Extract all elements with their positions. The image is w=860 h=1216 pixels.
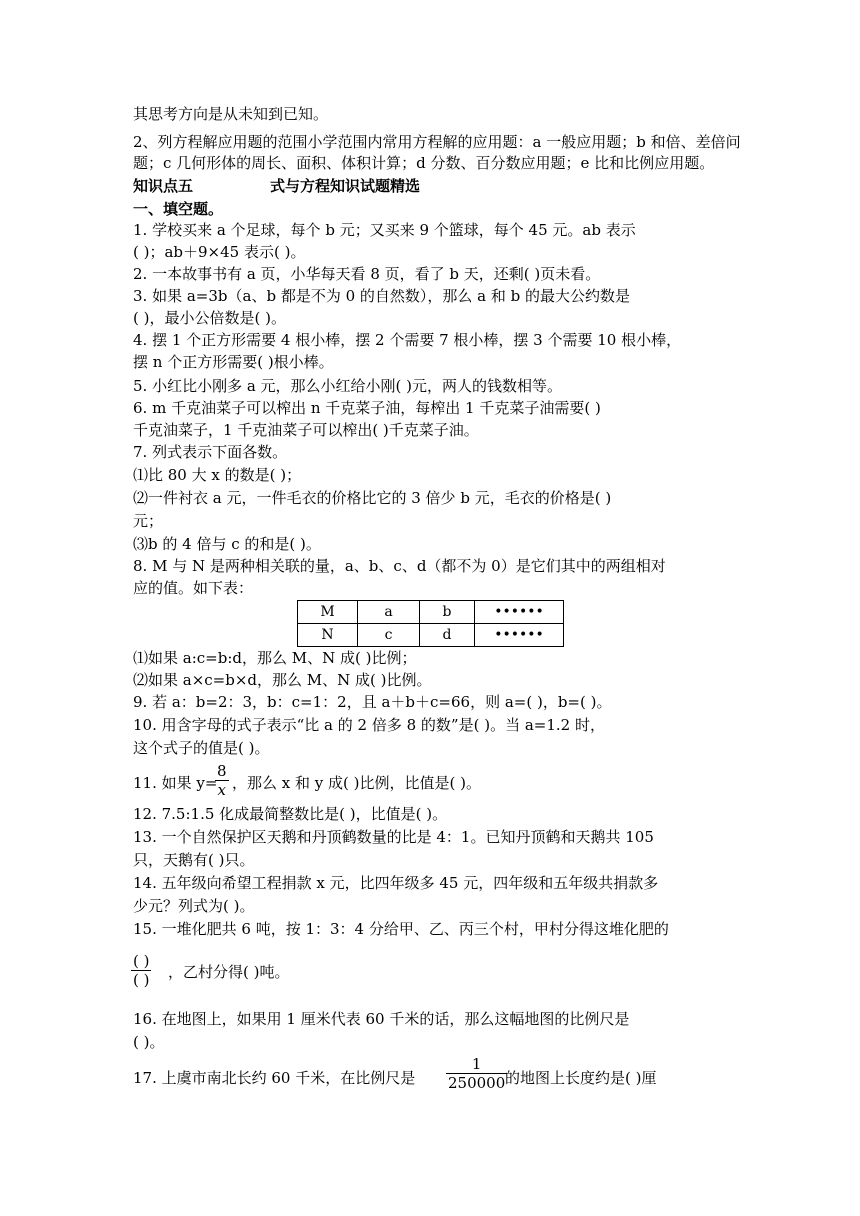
section-title: 式与方程知识试题精选 bbox=[270, 177, 421, 195]
table-cell: b bbox=[420, 601, 475, 624]
question-5: 5. 小红比小刚多 a 元，那么小红给小刚( )元，两人的钱数相等。 bbox=[133, 377, 563, 395]
fraction-numerator: 1 bbox=[446, 1055, 507, 1074]
table-cell: M bbox=[298, 601, 358, 624]
line-equation-scope-1: 2、列方程解应用题的范围小学范围内常用方程解的应用题：a 一般应用题；b 和倍、差倍问 bbox=[133, 133, 741, 151]
question-1-line-1: 1. 学校买来 a 个足球，每个 b 元；又买来 9 个篮球，每个 45 元。ab 表示 bbox=[133, 221, 636, 239]
question-14-line-1: 14. 五年级向希望工程捐款 x 元，比四年级多 45 元，四年级和五年级共捐款多 bbox=[133, 874, 659, 892]
question-17-fraction bbox=[446, 1055, 507, 1092]
table-cell: c bbox=[358, 624, 420, 647]
question-10-line-2: 这个式子的值是( )。 bbox=[133, 739, 270, 757]
fraction-denominator: x bbox=[217, 781, 226, 799]
question-8-part-2: ⑵如果 a×c=b×d，那么 M、N 成( )比例。 bbox=[133, 671, 432, 689]
question-12: 12. 7.5:1.5 化成最简整数比是( )，比值是( )。 bbox=[133, 805, 448, 823]
question-17-prefix: 17. 上虞市南北长约 60 千米，在比例尺是 bbox=[133, 1069, 416, 1087]
table-cell: •••••• bbox=[475, 601, 564, 624]
question-7-part-2-line-1: ⑵一件衬衣 a 元，一件毛衣的价格比它的 3 倍少 b 元，毛衣的价格是( ) bbox=[133, 489, 612, 507]
question-7: 7. 列式表示下面各数。 bbox=[133, 443, 288, 461]
question-4-line-1: 4. 摆 1 个正方形需要 4 根小棒，摆 2 个需要 7 根小棒，摆 3 个需要 10 根小棒， bbox=[133, 331, 682, 349]
question-2: 2. 一本故事书有 a 页，小华每天看 8 页，看了 b 天，还剩( )页未看。 bbox=[133, 265, 601, 283]
table-cell: N bbox=[298, 624, 358, 647]
question-13-line-2: 只，天鹅有( )只。 bbox=[133, 851, 255, 869]
fraction-denominator: 250000 bbox=[448, 1074, 506, 1092]
question-11-prefix: 11. 如果 y= bbox=[133, 774, 218, 792]
question-17-suffix: 的地图上长度约是( )厘 bbox=[505, 1069, 657, 1087]
question-13-line-1: 13. 一个自然保护区天鹅和丹顶鹤数量的比是 4：1。已知丹顶鹤和天鹅共 105 bbox=[133, 828, 654, 846]
question-6-line-2: 千克油菜子，1 千克油菜子可以榨出( )千克菜子油。 bbox=[133, 421, 479, 439]
question-16-line-2: ( )。 bbox=[133, 1033, 165, 1051]
question-11-suffix: ，那么 x 和 y 成( )比例，比值是( )。 bbox=[232, 774, 481, 792]
question-1-line-2: ( )；ab＋9×45 表示( )。 bbox=[133, 243, 306, 261]
question-15-fraction bbox=[131, 952, 151, 989]
question-15-line-2: ，乙村分得( )吨。 bbox=[168, 963, 290, 981]
question-8-line-2: 应的值。如下表： bbox=[133, 579, 254, 597]
question-6-line-1: 6. m 千克油菜子可以榨出 n 千克菜子油，每榨出 1 千克菜子油需要( ) bbox=[133, 399, 601, 417]
table-cell: •••••• bbox=[475, 624, 564, 647]
question-7-part-2-line-2: 元； bbox=[133, 512, 164, 530]
question-9: 9. 若 a：b=2：3，b：c=1：2，且 a＋b＋c=66，则 a=( )，b=( )。 bbox=[133, 693, 612, 711]
part-heading: 一、填空题。 bbox=[133, 200, 224, 218]
question-3-line-1: 3. 如果 a=3b（a、b 都是不为 0 的自然数），那么 a 和 b 的最大公约数是 bbox=[133, 287, 631, 305]
question-4-line-2: 摆 n 个正方形需要( )根小棒。 bbox=[133, 353, 334, 371]
question-8-part-1: ⑴如果 a:c=b:d，那么 M、N 成( )比例； bbox=[133, 649, 417, 667]
question-15-line-1: 15. 一堆化肥共 6 吨，按 1：3：4 分给甲、乙、丙三个村，甲村分得这堆化肥的 bbox=[133, 920, 669, 938]
fraction-numerator: 8 bbox=[217, 762, 227, 780]
fraction-denominator: ( ) bbox=[133, 971, 150, 989]
question-7-part-1: ⑴比 80 大 x 的数是( )； bbox=[133, 466, 302, 484]
table-cell: d bbox=[420, 624, 475, 647]
question-11-fraction bbox=[215, 762, 229, 799]
question-7-part-3: ⑶b 的 4 倍与 c 的和是( )。 bbox=[133, 535, 321, 553]
question-8-line-1: 8. M 与 N 是两种相关联的量，a、b、c、d（都不为 0）是它们其中的两组相对 bbox=[133, 557, 666, 575]
m-n-value-table bbox=[297, 600, 564, 647]
question-3-line-2: ( )，最小公倍数是( )。 bbox=[133, 309, 286, 327]
table-row-m bbox=[298, 601, 564, 624]
table-row-n bbox=[298, 624, 564, 647]
fraction-numerator: ( ) bbox=[133, 952, 150, 970]
line-intro: 其思考方向是从未知到已知。 bbox=[133, 105, 329, 123]
question-10-line-1: 10. 用含字母的式子表示“比 a 的 2 倍多 8 的数”是( )。当 a=1.2 时， bbox=[133, 716, 605, 734]
question-16-line-1: 16. 在地图上，如果用 1 厘米代表 60 千米的话，那么这幅地图的比例尺是 bbox=[133, 1010, 630, 1028]
table-cell: a bbox=[358, 601, 420, 624]
line-equation-scope-2: 题；c 几何形体的周长、面积、体积计算；d 分数、百分数应用题；e 比和比例应用题。 bbox=[133, 154, 715, 172]
question-14-line-2: 少元？列式为( )。 bbox=[133, 897, 255, 915]
knowledge-point-label: 知识点五 bbox=[133, 177, 194, 195]
